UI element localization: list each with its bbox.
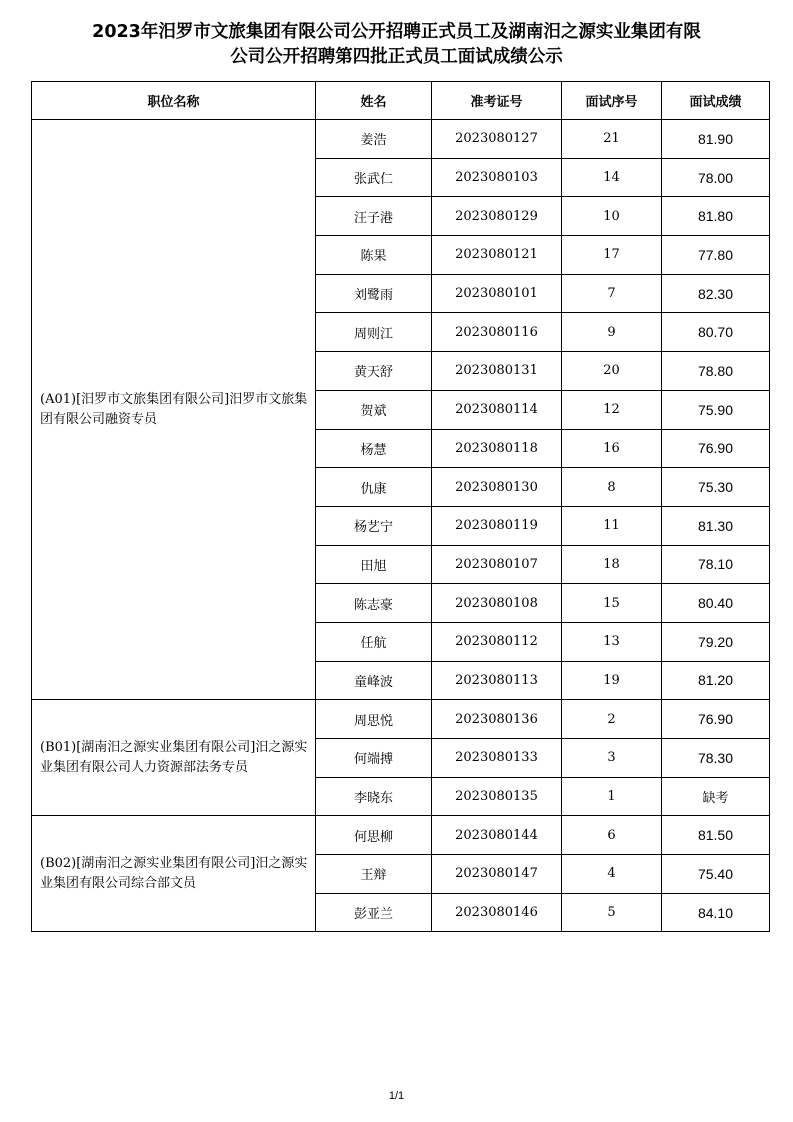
- ticket-cell: 2023080114: [432, 390, 562, 429]
- ticket-cell: 2023080107: [432, 545, 562, 584]
- score-cell: 81.20: [662, 661, 770, 700]
- name-cell: 仇康: [316, 468, 432, 507]
- order-cell: 20: [562, 352, 662, 391]
- name-cell: 王辩: [316, 855, 432, 894]
- order-cell: 16: [562, 429, 662, 468]
- order-cell: 3: [562, 739, 662, 778]
- table-row: [32, 700, 770, 739]
- order-cell: 7: [562, 274, 662, 313]
- position-cell: (B01)[湖南汨之源实业集团有限公司]汨之源实业集团有限公司人力资源部法务专员: [32, 700, 316, 816]
- ticket-cell: 2023080136: [432, 700, 562, 739]
- order-cell: 17: [562, 236, 662, 275]
- score-cell: 77.80: [662, 236, 770, 275]
- ticket-cell: 2023080130: [432, 468, 562, 507]
- header-position: 职位名称: [32, 82, 316, 120]
- score-cell: 80.70: [662, 313, 770, 352]
- order-cell: 12: [562, 390, 662, 429]
- ticket-cell: 2023080103: [432, 158, 562, 197]
- score-cell: 78.00: [662, 158, 770, 197]
- order-cell: 10: [562, 197, 662, 236]
- score-cell: 76.90: [662, 429, 770, 468]
- ticket-cell: 2023080147: [432, 855, 562, 894]
- header-ticket: 准考证号: [432, 82, 562, 120]
- table-header-row: [32, 82, 770, 120]
- order-cell: 18: [562, 545, 662, 584]
- name-cell: 何端搏: [316, 739, 432, 778]
- name-cell: 贺斌: [316, 390, 432, 429]
- header-score: 面试成绩: [662, 82, 770, 120]
- order-cell: 13: [562, 622, 662, 661]
- results-table: [31, 81, 770, 932]
- score-cell: 81.80: [662, 197, 770, 236]
- table-row: [32, 816, 770, 855]
- ticket-cell: 2023080118: [432, 429, 562, 468]
- score-cell: 84.10: [662, 893, 770, 932]
- name-cell: 汪子港: [316, 197, 432, 236]
- title-line-1: 2023年汨罗市文旅集团有限公司公开招聘正式员工及湖南汨之源实业集团有限: [92, 22, 701, 42]
- ticket-cell: 2023080119: [432, 506, 562, 545]
- score-cell: 78.10: [662, 545, 770, 584]
- score-cell: 76.90: [662, 700, 770, 739]
- name-cell: 张武仁: [316, 158, 432, 197]
- score-cell: 78.30: [662, 739, 770, 778]
- ticket-cell: 2023080108: [432, 584, 562, 623]
- name-cell: 李晓东: [316, 777, 432, 816]
- score-cell: 81.50: [662, 816, 770, 855]
- title-line-2: 公司公开招聘第四批正式员工面试成绩公示: [230, 47, 563, 67]
- order-cell: 4: [562, 855, 662, 894]
- ticket-cell: 2023080101: [432, 274, 562, 313]
- name-cell: 周思悦: [316, 700, 432, 739]
- order-cell: 14: [562, 158, 662, 197]
- order-cell: 19: [562, 661, 662, 700]
- score-cell: 82.30: [662, 274, 770, 313]
- ticket-cell: 2023080146: [432, 893, 562, 932]
- order-cell: 11: [562, 506, 662, 545]
- ticket-cell: 2023080131: [432, 352, 562, 391]
- name-cell: 杨艺宁: [316, 506, 432, 545]
- score-cell: 75.90: [662, 390, 770, 429]
- order-cell: 2: [562, 700, 662, 739]
- order-cell: 21: [562, 120, 662, 159]
- table-body: [32, 120, 770, 932]
- position-cell: (A01)[汨罗市文旅集团有限公司]汨罗市文旅集团有限公司融资专员: [32, 120, 316, 700]
- score-cell: 81.90: [662, 120, 770, 159]
- order-cell: 15: [562, 584, 662, 623]
- page-number: 1/1: [388, 1090, 405, 1102]
- order-cell: 5: [562, 893, 662, 932]
- order-cell: 9: [562, 313, 662, 352]
- header-order: 面试序号: [562, 82, 662, 120]
- table-row: [32, 120, 770, 159]
- score-cell: 78.80: [662, 352, 770, 391]
- ticket-cell: 2023080112: [432, 622, 562, 661]
- ticket-cell: 2023080133: [432, 739, 562, 778]
- score-cell: 缺考: [662, 777, 770, 816]
- name-cell: 彭亚兰: [316, 893, 432, 932]
- score-cell: 79.20: [662, 622, 770, 661]
- name-cell: 陈志豪: [316, 584, 432, 623]
- order-cell: 1: [562, 777, 662, 816]
- name-cell: 任航: [316, 622, 432, 661]
- ticket-cell: 2023080127: [432, 120, 562, 159]
- score-cell: 81.30: [662, 506, 770, 545]
- ticket-cell: 2023080113: [432, 661, 562, 700]
- name-cell: 周则江: [316, 313, 432, 352]
- ticket-cell: 2023080121: [432, 236, 562, 275]
- score-cell: 80.40: [662, 584, 770, 623]
- ticket-cell: 2023080129: [432, 197, 562, 236]
- order-cell: 8: [562, 468, 662, 507]
- ticket-cell: 2023080135: [432, 777, 562, 816]
- order-cell: 6: [562, 816, 662, 855]
- name-cell: 杨慧: [316, 429, 432, 468]
- name-cell: 田旭: [316, 545, 432, 584]
- name-cell: 姜浩: [316, 120, 432, 159]
- name-cell: 陈果: [316, 236, 432, 275]
- name-cell: 黄天舒: [316, 352, 432, 391]
- name-cell: 刘鹭雨: [316, 274, 432, 313]
- position-cell: (B02)[湖南汨之源实业集团有限公司]汨之源实业集团有限公司综合部文员: [32, 816, 316, 932]
- score-cell: 75.30: [662, 468, 770, 507]
- name-cell: 童峰波: [316, 661, 432, 700]
- name-cell: 何思柳: [316, 816, 432, 855]
- ticket-cell: 2023080116: [432, 313, 562, 352]
- header-name: 姓名: [316, 82, 432, 120]
- score-cell: 75.40: [662, 855, 770, 894]
- page-title: [0, 20, 793, 70]
- ticket-cell: 2023080144: [432, 816, 562, 855]
